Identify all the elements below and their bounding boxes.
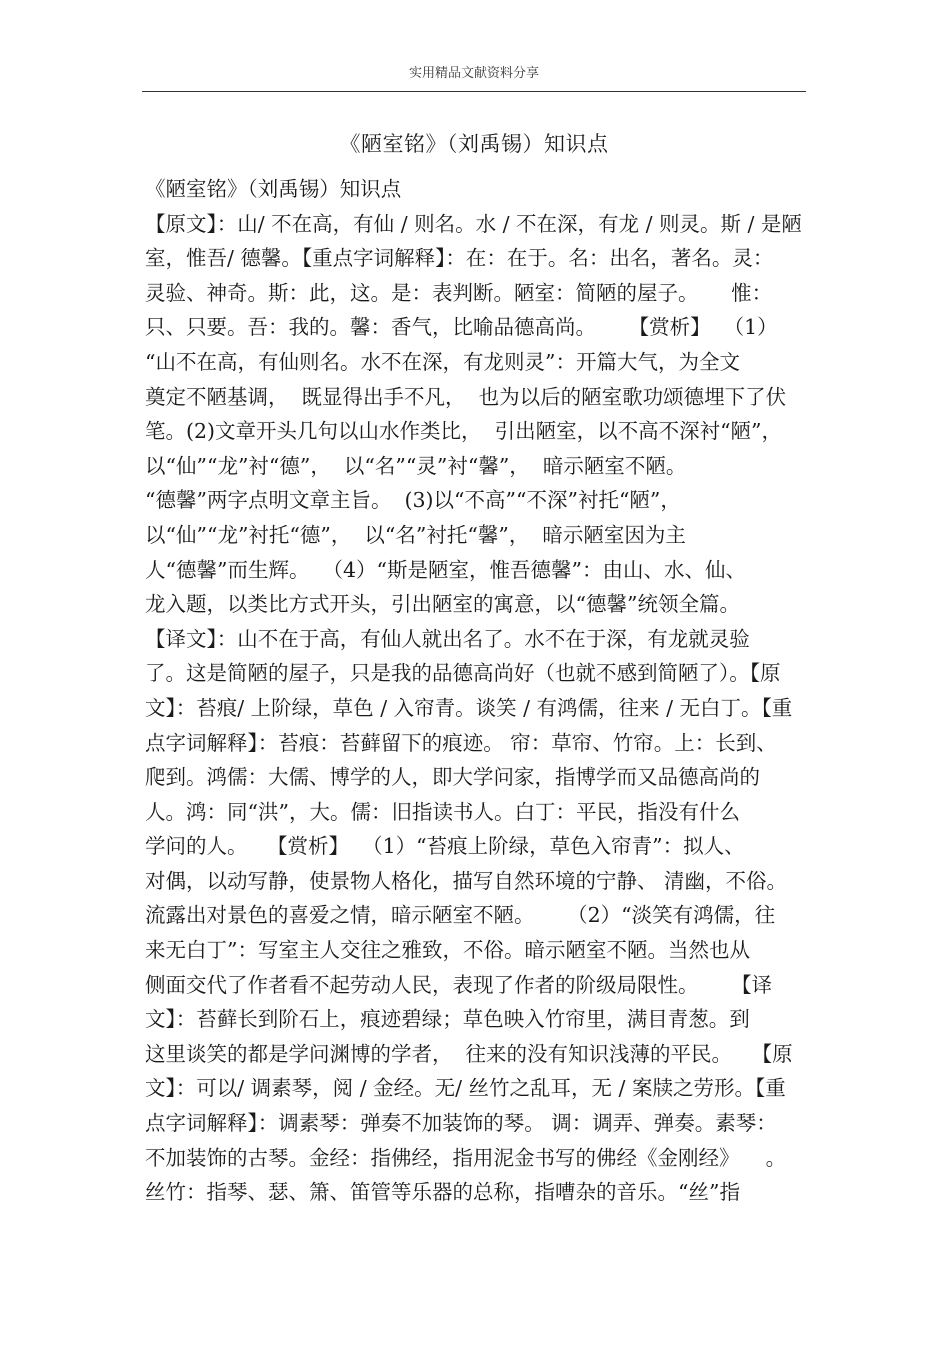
body-line: 文】：可以/ 调素琴，阅 / 金经。无/ 丝竹之乱耳，无 / 案牍之劳形。【重 (145, 1076, 786, 1101)
body-line: 点字词解释】：苔痕：苔藓留下的痕迹。 帘：草帘、竹帘。上：长到、 (145, 730, 777, 755)
body-line: 对偶，以动写静，使景物人格化，描写自然环境的宁静、 清幽，不俗。 (145, 868, 788, 893)
body-line: 奠定不陋基调， 既显得出手不凡， 也为以后的陋室歌功颂德埋下了伏 (145, 384, 787, 409)
body-line: 以“仙”“龙”衬“德”， 以“名”“灵”衬“馨”， 暗示陋室不陋。 (145, 453, 687, 478)
body-line: 来无白丁”：写室主人交往之雅致，不俗。暗示陋室不陋。当然也从 (145, 938, 750, 963)
body-line: 文】：苔藓长到阶石上，痕迹碧绿；草色映入竹帘里，满目青葱。到 (145, 1007, 750, 1032)
body-line: 笔。(2)文章开头几句以山水作类比， 引出陋室，以不高不深衬“陋”， (145, 419, 783, 444)
body-line: “山不在高，有仙则名。水不在深，有龙则灵”：开篇大气，为全文 (145, 349, 740, 374)
document-title: 《陋室铭》（刘禹锡）知识点 (339, 132, 609, 156)
body-line: 学问的人。 【赏析】 （1）“苔痕上阶绿，草色入帘青”：拟人、 (145, 834, 745, 859)
body-line: 【原文】：山/ 不在高，有仙 / 则名。水 / 不在深，有龙 / 则灵。斯 / 是陋 (145, 211, 802, 236)
body-line: 丝竹：指琴、瑟、箫、笛管等乐器的总称，指嘈杂的音乐。“丝”指 (145, 1180, 740, 1205)
body-line: 《陋室铭》（刘禹锡）知识点 (145, 177, 402, 201)
body-line: 这里谈笑的都是学问渊博的学者， 往来的没有知识浅薄的平民。 【原 (145, 1041, 793, 1066)
body-line: 侧面交代了作者看不起劳动人民，表现了作者的阶级局限性。 【译 (145, 972, 773, 997)
body-line: 以“仙”“龙”衬托“德”， 以“名”衬托“馨”， 暗示陋室因为主 (145, 522, 686, 547)
document-body (145, 172, 809, 1210)
body-line: 室，惟吾/ 德馨。【重点字词解释】：在：在于。名：出名，著名。灵： (145, 246, 774, 271)
body-line: 灵验、神奇。斯：此，这。是：表判断。陋室：简陋的屋子。 惟： (145, 280, 773, 305)
body-line: 爬到。鸿儒：大儒、博学的人，即大学问家，指博学而又品德高尚的 (145, 765, 760, 790)
body-line: 龙入题，以类比方式开头，引出陋室的寓意，以“德馨”统领全篇。 (145, 592, 740, 617)
body-line: 人。鸿：同“洪”，大。儒：旧指读书人。白丁：平民，指没有什么 (145, 799, 740, 824)
body-line: 人“德馨”而生辉。 （4）“斯是陋室，惟吾德馨”：由山、水、仙、 (145, 557, 746, 582)
body-line: 【译文】：山不在于高，有仙人就出名了。水不在于深，有龙就灵验 (145, 626, 750, 651)
body-line: 不加装饰的古琴。金经：指佛经，指用泥金书写的佛经《金刚经》 。 (145, 1145, 787, 1170)
header-divider (142, 91, 806, 92)
page-header: 实用精品文献资料分享 (408, 66, 539, 81)
body-line: 点字词解释】：调素琴：弹奏不加装饰的琴。 调：调弄、弹奏。素琴： (145, 1111, 777, 1136)
body-line: 文】：苔痕/ 上阶绿，草色 / 入帘青。谈笑 / 有鸿儒，往来 / 无白丁。【重 (145, 695, 793, 720)
body-line: 只、只要。吾：我的。馨：香气，比喻品德高尚。 【赏析】 （1） (145, 315, 778, 340)
body-line: 流露出对景色的喜爱之情，暗示陋室不陋。 （2）“淡笑有鸿儒，往 (145, 903, 776, 928)
body-line: 了。这是简陋的屋子，只是我的品德高尚好（也就不感到简陋了）。【原 (145, 661, 781, 686)
body-line: “德馨”两字点明文章主旨。 (3)以“不高”“不深”衬托“陋”， (145, 488, 681, 513)
